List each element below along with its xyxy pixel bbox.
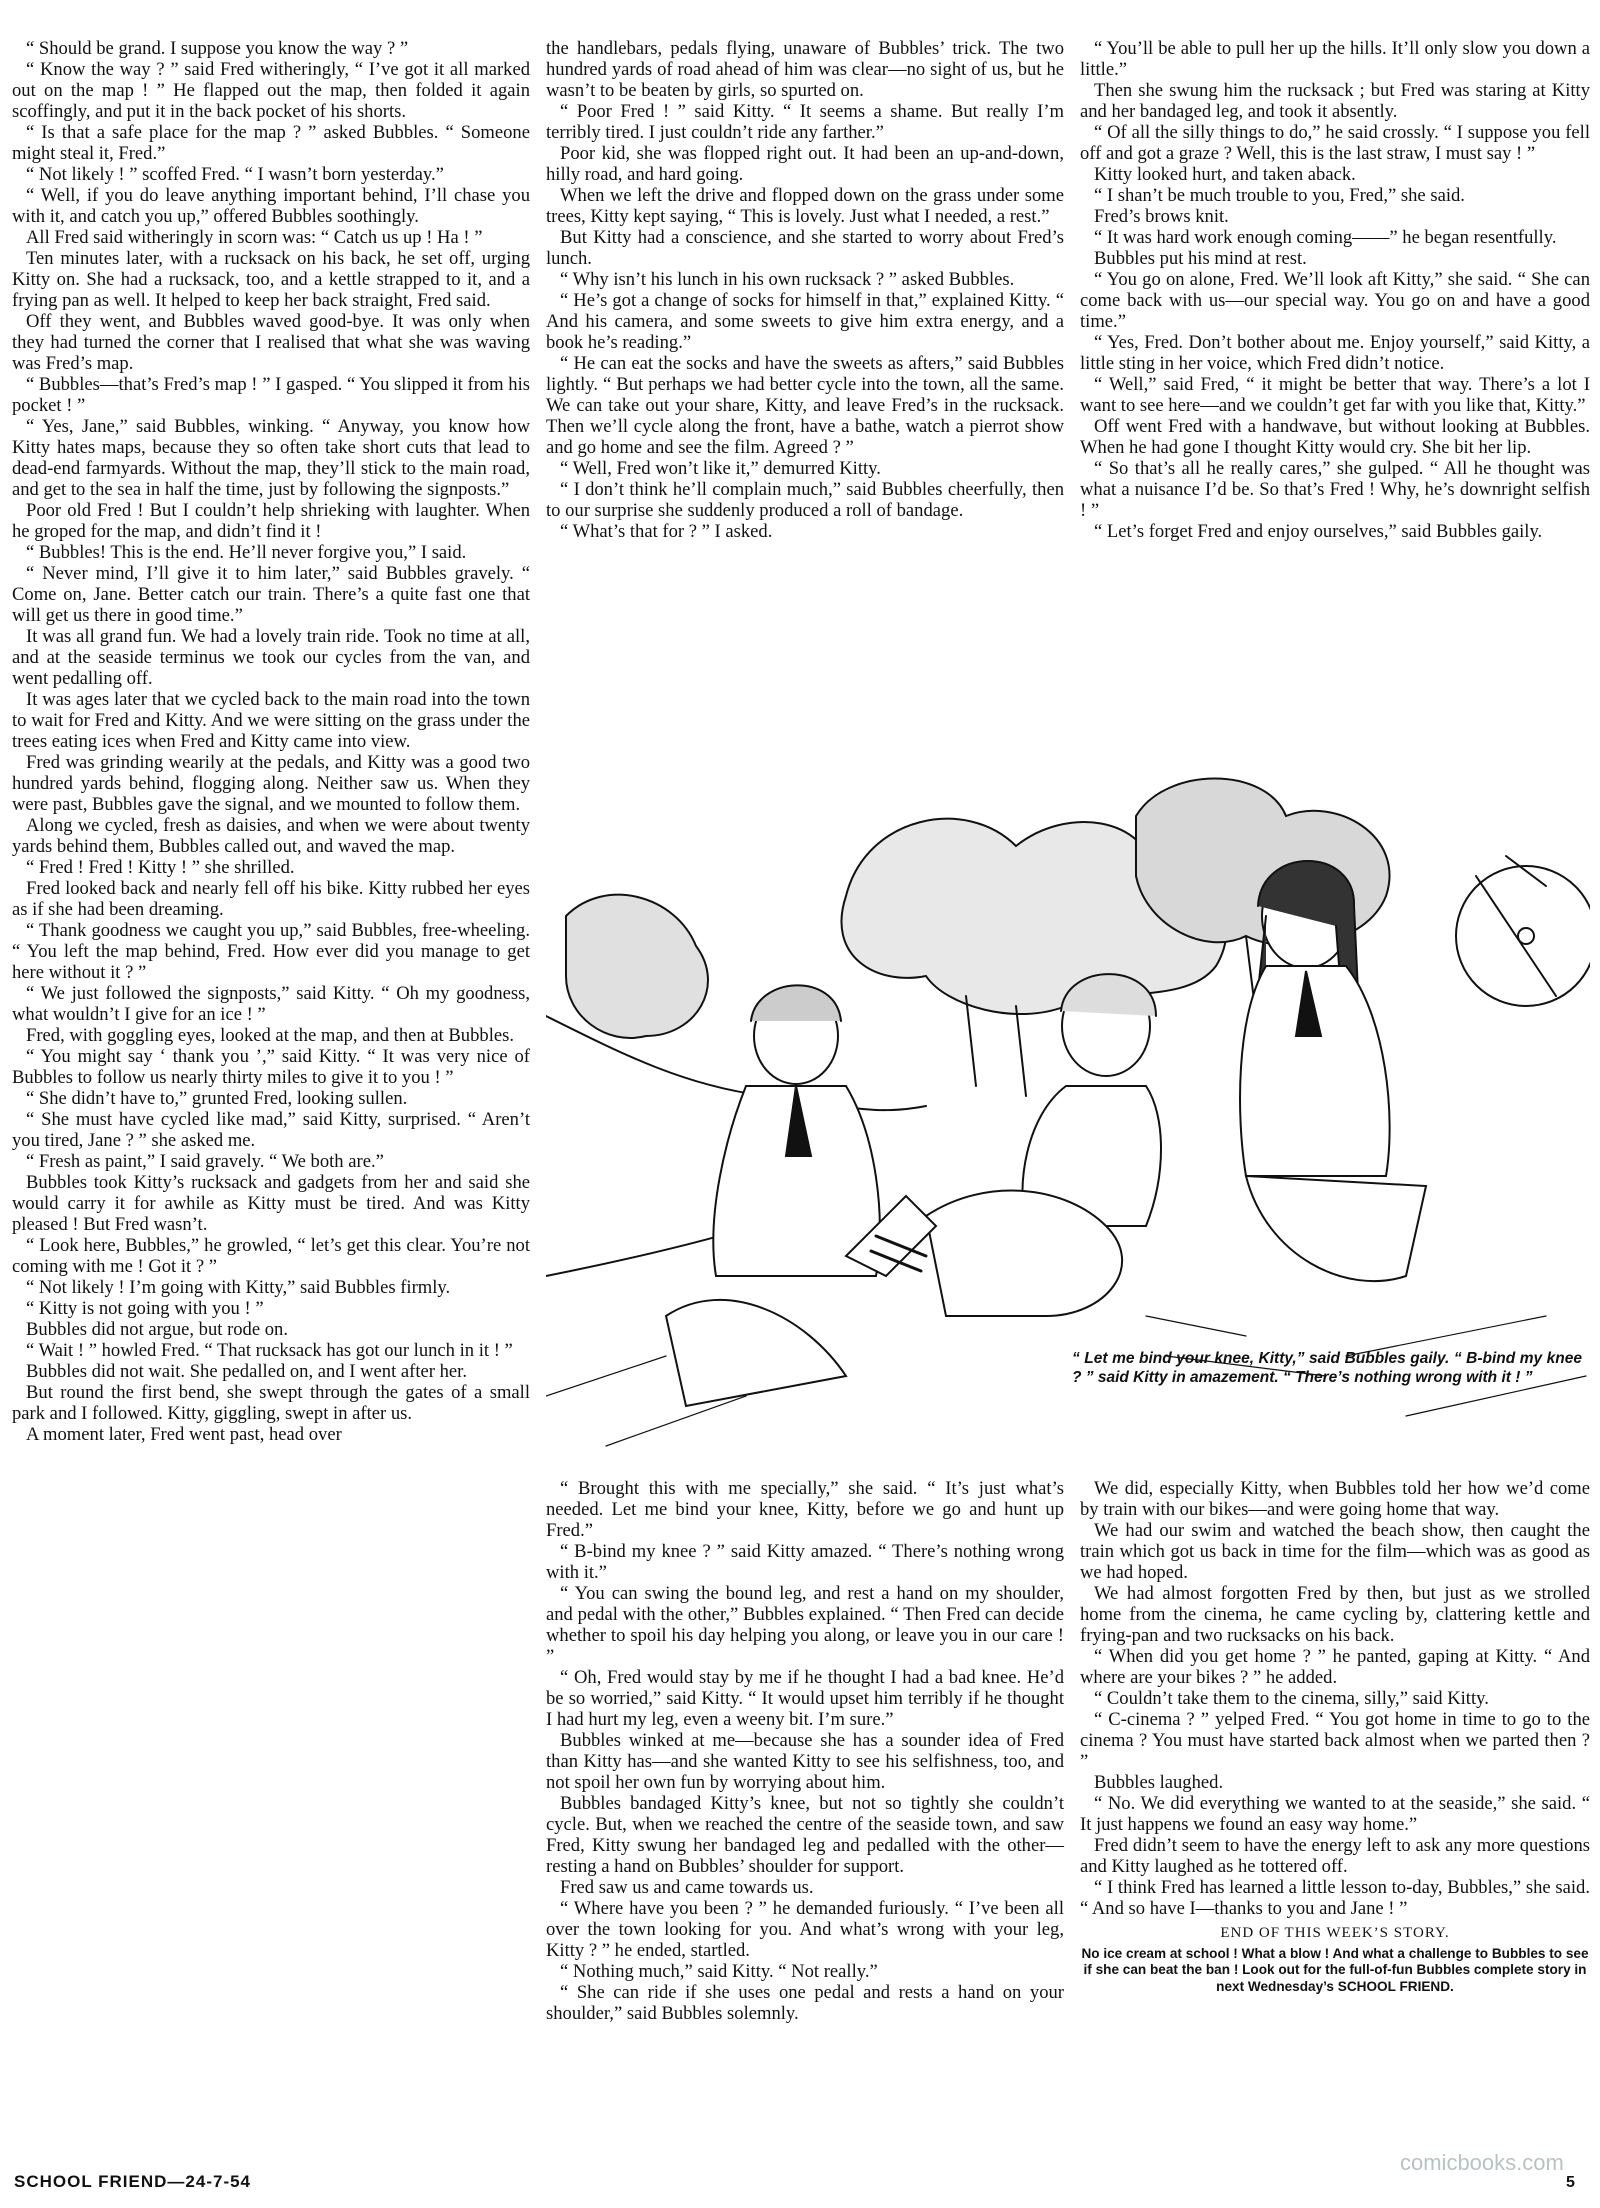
- paragraph: “ You can swing the bound leg, and rest a hand on my shoulder, and pedal with the other,” Bubbles explained. “ Then Fred can decide whether to spoil his day helping you along, or leave you in our care ! ”: [546, 1583, 1064, 1667]
- paragraph: “ C-cinema ? ” yelped Fred. “ You got home in time to go to the cinema ? You must have started back almost when we parted then ? ”: [1080, 1709, 1590, 1772]
- paragraph: “ Fresh as paint,” I said gravely. “ We both are.”: [26, 1151, 384, 1172]
- paragraph: But round the first bend, she swept through the gates of a small park and I followed. Kitty, giggling, swept in after us.: [12, 1382, 530, 1424]
- illustration-caption: “ Let me bind your knee, Kitty,” said Bubbles gaily. “ B-bind my knee ? ” said Kitty in amazement. “ There’s nothing wrong with it ! ”: [1072, 1350, 1582, 1386]
- paragraph: “ She didn’t have to,” grunted Fred, looking sullen.: [26, 1088, 408, 1109]
- paragraph: “ Brought this with me specially,” she said. “ It’s just what’s needed. Let me bind your knee, Kitty, before we go and hunt up Fred.”: [546, 1478, 1064, 1541]
- paragraph: “ I think Fred has learned a little lesson to-day, Bubbles,” she said. “ And so have I—thanks to you and Jane ! ”: [1080, 1877, 1590, 1919]
- paragraph: “ You’ll be able to pull her up the hills. It’ll only slow you down a little.”: [1080, 38, 1590, 80]
- watermark: comicbooks.com: [1400, 2150, 1564, 2175]
- paragraph: Then she swung him the rucksack ; but Fred was staring at Kitty and her bandaged leg, and took it absently.: [1080, 80, 1590, 122]
- paragraph: “ Couldn’t take them to the cinema, silly,” said Kitty.: [1094, 1688, 1489, 1709]
- paragraph: “ Yes, Jane,” said Bubbles, winking. “ Anyway, you know how Kitty hates maps, because they so often take short cuts that lead to dead-end farmyards. Without the map, they’ll stick to the main road, and get to the sea in half the time, just by following the signposts.”: [12, 416, 530, 500]
- paragraph: Fred saw us and came towards us.: [560, 1877, 814, 1898]
- paragraph: “ He can eat the socks and have the sweets as afters,” said Bubbles lightly. “ But perhaps we had better cycle into the town, all the same. We can take out your share, Kitty, and leave Fred’s in the rucksack. Then we’ll cycle along the front, have a bathe, watch a pierrot show and go home and see the film. Agreed ? ”: [546, 353, 1064, 458]
- paragraph: “ Poor Fred ! ” said Kitty. “ It seems a shame. But really I’m terribly tired. I just couldn’t ride any farther.”: [546, 101, 1064, 143]
- paragraph: It was ages later that we cycled back to the main road into the town to wait for Fred and Kitty. And we were sitting on the grass under the trees eating ices when Fred and Kitty came into view.: [12, 689, 530, 752]
- paragraph: “ Not likely ! ” scoffed Fred. “ I wasn’t born yesterday.”: [26, 164, 444, 185]
- paragraph: Poor old Fred ! But I couldn’t help shrieking with laughter. When he groped for the map, and didn’t find it !: [12, 500, 530, 542]
- paragraph: Poor kid, she was flopped right out. It had been an up-and-down, hilly road, and hard going.: [546, 143, 1064, 185]
- paragraph: “ Fred ! Fred ! Kitty ! ” she shrilled.: [26, 857, 295, 878]
- story-column-5: [1080, 1478, 1590, 1995]
- paragraph: “ So that’s all he really cares,” she gulped. “ All he thought was what a nuisance I’d be. So that’s Fred ! Why, he’s downright selfish ! ”: [1080, 458, 1590, 521]
- paragraph: “ Well, Fred won’t like it,” demurred Kitty.: [560, 458, 881, 479]
- paragraph: “ We just followed the signposts,” said Kitty. “ Oh my goodness, what wouldn’t I give for an ice ! ”: [12, 983, 530, 1025]
- end-of-story-notice: END OF THIS WEEK’S STORY.: [1220, 1925, 1450, 1941]
- paragraph: “ Where have you been ? ” he demanded furiously. “ I’ve been all over the town looking for you. And what’s wrong with your leg, Kitty ? ” he ended, startled.: [546, 1898, 1064, 1961]
- paragraph: “ Not likely ! I’m going with Kitty,” said Bubbles firmly.: [26, 1277, 451, 1298]
- paragraph: “ Wait ! ” howled Fred. “ That rucksack has got our lunch in it ! ”: [26, 1340, 513, 1361]
- paragraph: “ Of all the silly things to do,” he said crossly. “ I suppose you fell off and got a graze ? Well, this is the last straw, I must say ! ”: [1080, 122, 1590, 164]
- page-number: 5: [1566, 2174, 1575, 2191]
- paragraph: Bubbles took Kitty’s rucksack and gadgets from her and said she would carry it for awhile as Kitty must be tired. And was Kitty pleased ! But Fred wasn’t.: [12, 1172, 530, 1235]
- story-column-2: [546, 38, 1064, 542]
- paragraph: It was all grand fun. We had a lovely train ride. Took no time at all, and at the seaside terminus we took our cycles from the van, and went pedalling off.: [12, 626, 530, 689]
- paragraph: “ It was hard work enough coming——” he began resentfully.: [1094, 227, 1557, 248]
- paragraph: “ I don’t think he’ll complain much,” said Bubbles cheerfully, then to our surprise she suddenly produced a roll of bandage.: [546, 479, 1064, 521]
- paragraph: Off went Fred with a handwave, but without looking at Bubbles. When he had gone I thought Kitty would cry. She bit her lip.: [1080, 416, 1590, 458]
- paragraph: “ Kitty is not going with you ! ”: [26, 1298, 264, 1319]
- paragraph: Bubbles did not argue, but rode on.: [26, 1319, 289, 1340]
- paragraph: “ He’s got a change of socks for himself in that,” explained Kitty. “ And his camera, and some sweets to give him extra energy, and a book he’s reading.”: [546, 290, 1064, 353]
- paragraph: Fred was grinding wearily at the pedals, and Kitty was a good two hundred yards behind, flogging along. Neither saw us. When they were past, Bubbles gave the signal, and we mounted to follow them.: [12, 752, 530, 815]
- paragraph: Bubbles laughed.: [1094, 1772, 1224, 1793]
- paragraph: A moment later, Fred went past, head over: [26, 1424, 342, 1445]
- paragraph: Fred, with goggling eyes, looked at the map, and then at Bubbles.: [26, 1025, 514, 1046]
- magazine-footer: SCHOOL FRIEND—24-7-54: [14, 2172, 252, 2191]
- paragraph: Fred didn’t seem to have the energy left to ask any more questions and Kitty laughed as he tottered off.: [1080, 1835, 1590, 1877]
- story-column-4: [546, 1478, 1064, 2024]
- next-week-promo: No ice cream at school ! What a blow ! And what a challenge to Bubbles to see if she can beat the ban ! Look out for the full-of-fun Bubbles complete story in next Wednesday’s SCHOOL FRIEND.: [1081, 1945, 1589, 1994]
- paragraph: “ Why isn’t his lunch in his own rucksack ? ” asked Bubbles.: [560, 269, 1015, 290]
- paragraph: “ B-bind my knee ? ” said Kitty amazed. “ There’s nothing wrong with it.”: [546, 1541, 1064, 1583]
- paragraph: When we left the drive and flopped down on the grass under some trees, Kitty kept saying, “ This is lovely. Just what I needed, a rest.”: [546, 185, 1064, 227]
- story-column-3: [1080, 38, 1590, 542]
- paragraph: “ No. We did everything we wanted to at the seaside,” she said. “ It just happens we found an easy way home.”: [1080, 1793, 1590, 1835]
- paragraph: “ When did you get home ? ” he panted, gaping at Kitty. “ And where are your bikes ? ” he added.: [1080, 1646, 1590, 1688]
- paragraph: Bubbles winked at me—because she has a sounder idea of Fred than Kitty has—and she wanted Kitty to see his selfishness, too, and not spoil her own fun by worrying about him.: [546, 1730, 1064, 1793]
- paragraph: “ Bubbles! This is the end. He’ll never forgive you,” I said.: [26, 542, 467, 563]
- paragraph: “ Never mind, I’ll give it to him later,” said Bubbles gravely. “ Come on, Jane. Better catch our train. There’s a quite fast one that will get us there in good time.”: [12, 563, 530, 626]
- paragraph: All Fred said witheringly in scorn was: “ Catch us up ! Ha ! ”: [26, 227, 483, 248]
- paragraph: Along we cycled, fresh as daisies, and when we were about twenty yards behind them, Bubbles called out, and waved the map.: [12, 815, 530, 857]
- paragraph: We had our swim and watched the beach show, then caught the train which got us back in time for the film—which was as good as we had hoped.: [1080, 1520, 1590, 1583]
- paragraph: “ Thank goodness we caught you up,” said Bubbles, free-wheeling. “ You left the map behind, Fred. How ever did you manage to get here without it ? ”: [12, 920, 530, 983]
- paragraph: “ Yes, Fred. Don’t bother about me. Enjoy yourself,” said Kitty, a little sting in her voice, which Fred didn’t notice.: [1080, 332, 1590, 374]
- paragraph: “ I shan’t be much trouble to you, Fred,” she said.: [1094, 185, 1465, 206]
- paragraph: “ She must have cycled like mad,” said Kitty, surprised. “ Aren’t you tired, Jane ? ” she asked me.: [12, 1109, 530, 1151]
- paragraph: Fred looked back and nearly fell off his bike. Kitty rubbed her eyes as if she had been dreaming.: [12, 878, 530, 920]
- paragraph: We did, especially Kitty, when Bubbles told her how we’d come by train with our bikes—and were going home that way.: [1080, 1478, 1590, 1520]
- paragraph: “ You go on alone, Fred. We’ll look aft Kitty,” she said. “ She can come back with us—our special way. You go on and have a good time.”: [1080, 269, 1590, 332]
- paragraph: “ Bubbles—that’s Fred’s map ! ” I gasped. “ You slipped it from his pocket ! ”: [12, 374, 530, 416]
- paragraph: Ten minutes later, with a rucksack on his back, he set off, urging Kitty on. She had a rucksack, too, and a kettle strapped to it, and a frying pan as well. It helped to keep her back straight, Fred said.: [12, 248, 530, 311]
- paragraph: “ She can ride if she uses one pedal and rests a hand on your shoulder,” said Bubbles solemnly.: [546, 1982, 1064, 2024]
- story-column-1: [12, 38, 530, 1445]
- paragraph: “ Know the way ? ” said Fred witheringly, “ I’ve got it all marked out on the map ! ” He flapped out the map, then folded it again scoffingly, and put it in the back pocket of his shorts.: [12, 59, 530, 122]
- paragraph: “ You might say ‘ thank you ’,” said Kitty. “ It was very nice of Bubbles to follow us nearly thirty miles to give it to you ! ”: [12, 1046, 530, 1088]
- paragraph: But Kitty had a conscience, and she started to worry about Fred’s lunch.: [546, 227, 1064, 269]
- paragraph: “ Nothing much,” said Kitty. “ Not really.”: [560, 1961, 878, 1982]
- paragraph: “ Oh, Fred would stay by me if he thought I had a bad knee. He’d be so worried,” said Kitty. “ It would upset him terribly if he thought I had hurt my leg, even a weeny bit. I’m sure.”: [546, 1667, 1064, 1730]
- paragraph: the handlebars, pedals flying, unaware of Bubbles’ trick. The two hundred yards of road ahead of him was clear—no sight of us, but he wasn’t to be beaten by girls, so spurted on.: [546, 38, 1064, 101]
- paragraph: “ What’s that for ? ” I asked.: [560, 521, 773, 542]
- paragraph: “ Look here, Bubbles,” he growled, “ let’s get this clear. You’re not coming with me ! Got it ? ”: [12, 1235, 530, 1277]
- paragraph: “ Well, if you do leave anything important behind, I’ll chase you with it, and catch you up,” offered Bubbles soothingly.: [12, 185, 530, 227]
- paragraph: Bubbles did not wait. She pedalled on, and I went after her.: [26, 1361, 467, 1382]
- paragraph: Off they went, and Bubbles waved good-bye. It was only when they had turned the corner that I realised that what she was waving was Fred’s map.: [12, 311, 530, 374]
- paragraph: Kitty looked hurt, and taken aback.: [1094, 164, 1356, 185]
- paragraph: Fred’s brows knit.: [1094, 206, 1229, 227]
- paragraph: Bubbles put his mind at rest.: [1094, 248, 1307, 269]
- paragraph: “ Well,” said Fred, “ it might be better that way. There’s a lot I want to see here—and we couldn’t get far with you like that, Kitty.”: [1080, 374, 1590, 416]
- paragraph: “ Let’s forget Fred and enjoy ourselves,” said Bubbles gaily.: [1094, 521, 1543, 542]
- paragraph: Bubbles bandaged Kitty’s knee, but not so tightly she couldn’t cycle. But, when we reached the centre of the seaside town, and saw Fred, Kitty swung her bandaged leg and pedalled with the other—resting a hand on Bubbles’ shoulder for support.: [546, 1793, 1064, 1877]
- paragraph: “ Should be grand. I suppose you know the way ? ”: [26, 38, 409, 59]
- paragraph: “ Is that a safe place for the map ? ” asked Bubbles. “ Someone might steal it, Fred.”: [12, 122, 530, 164]
- paragraph: We had almost forgotten Fred by then, but just as we strolled home from the cinema, he came cycling by, clattering kettle and frying-pan and two rucksacks on his back.: [1080, 1583, 1590, 1646]
